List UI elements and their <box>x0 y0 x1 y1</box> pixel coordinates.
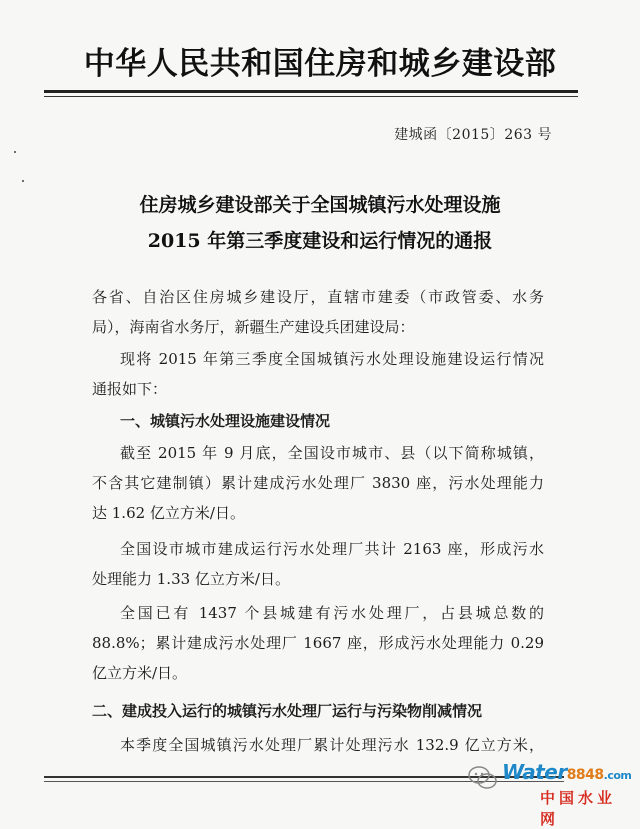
paragraph-line: 本季度全国城镇污水处理厂累计处理污水 132.9 亿立方米， <box>120 736 544 754</box>
body-text <box>92 282 544 342</box>
intro-line: 通报如下： <box>92 380 168 398</box>
section2-heading: 二、建成投入运行的城镇污水处理厂运行与污染物削减情况 <box>92 702 483 720</box>
paragraph-line: 全国设市城市建成运行污水处理厂共计 2163 座，形成污水 <box>120 540 544 558</box>
addressee-line: 各省、自治区住房城乡建设厅，直辖市建委（市政管委、水务 <box>92 288 544 306</box>
watermark-brand-text: Water <box>502 760 567 784</box>
paragraph-3 <box>92 598 544 688</box>
watermark-brand-suffix: .com <box>603 769 632 782</box>
watermark-subtitle: 中国水业网 <box>540 789 617 828</box>
paragraph-4 <box>92 730 544 760</box>
scan-speck <box>22 180 24 182</box>
paragraph-line: 全国已有 1437 个县城建有污水处理厂，占县城总数的 <box>120 604 544 622</box>
paragraph-line: 亿立方米/日。 <box>92 664 188 682</box>
wechat-icon <box>468 766 498 790</box>
paragraph-line: 达 1.62 亿立方米/日。 <box>92 504 245 522</box>
paragraph-1 <box>92 438 544 528</box>
addressee-line: 局），海南省水务厅，新疆生产建设兵团建设局： <box>92 318 415 336</box>
watermark-brand <box>502 760 631 784</box>
header-rule-thick <box>44 90 578 93</box>
paragraph-line: 处理能力 1.33 亿立方米/日。 <box>92 570 290 588</box>
paragraph-line: 88.8%；累计建成污水处理厂 1667 座，形成污水处理能力 0.29 <box>92 634 544 652</box>
section1-heading: 一、城镇污水处理设施建设情况 <box>120 412 331 430</box>
paragraph-line: 截至 2015 年 9 月底，全国设市城市、县（以下简称城镇， <box>120 444 544 462</box>
ministry-header: 中华人民共和国住房和城乡建设部 <box>83 46 557 82</box>
paragraph-line: 不含其它建制镇）累计建成污水处理厂 3830 座，污水处理能力 <box>92 474 544 492</box>
section2 <box>92 696 544 726</box>
section1 <box>120 406 544 436</box>
intro-paragraph <box>92 344 544 404</box>
intro-line: 现将 2015 年第三季度全国城镇污水处理设施建设运行情况 <box>120 350 544 368</box>
document-number: 建城函〔2015〕263 号 <box>394 127 552 143</box>
watermark-brand-number: 8848 <box>566 767 604 783</box>
document-title-line2: 2015 年第三季度建设和运行情况的通报 <box>147 230 493 252</box>
header-rule-thin <box>44 96 578 97</box>
scan-speck <box>14 151 16 153</box>
watermark <box>462 760 632 828</box>
paragraph-2 <box>92 534 544 594</box>
document-title-line1: 住房城乡建设部关于全国城镇污水处理设施 <box>139 194 501 216</box>
